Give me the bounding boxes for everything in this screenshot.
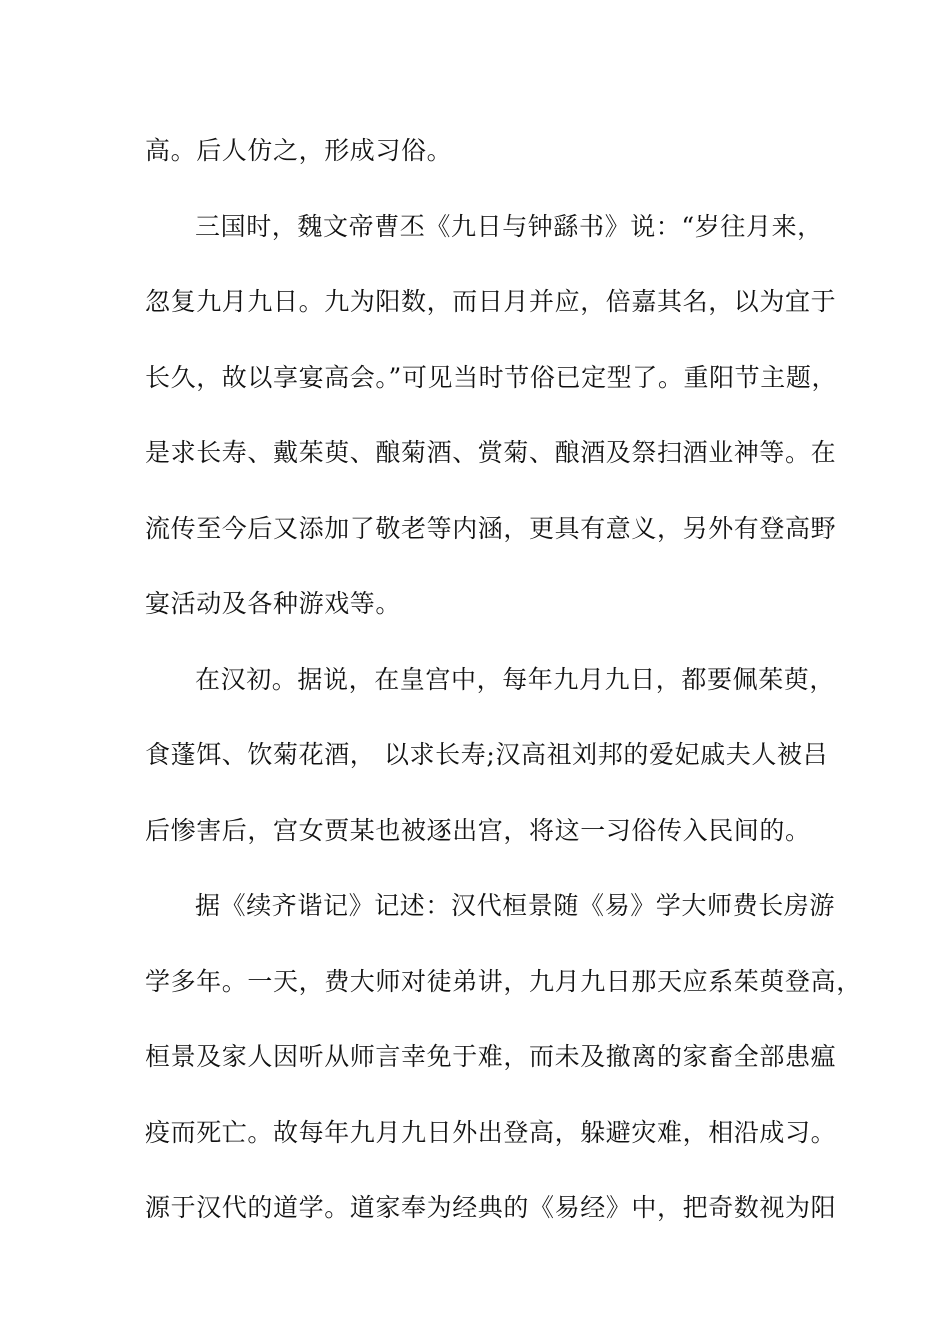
text-line: 宴活动及各种游戏等。 — [145, 589, 402, 618]
text-line: 长久，故以享宴高会。”可见当时节俗已定型了。重阳节主题， — [145, 362, 838, 392]
text-line: 疫而死亡。故每年九月九日外出登高，躲避灾难，相沿成习。 — [145, 1117, 837, 1147]
paragraph-start-line: 三国时，魏文帝曹丕《九日与钟繇书》说：“岁往月来， — [195, 211, 823, 241]
text-line: 忽复九月九日。九为阳数，而日月并应，倍嘉其名，以为宜于 — [145, 287, 837, 316]
text-line: 是求长寿、戴茱萸、酿菊酒、赏菊、酿酒及祭扫酒业神等。在 — [145, 438, 837, 467]
text-line: 后惨害后，宫女贾某也被逐出宫，将这一习俗传入民间的。 — [145, 815, 811, 845]
text-line: 桓景及家人因听从师言幸免于难，而未及撤离的家畜全部患瘟 — [145, 1042, 837, 1071]
text-line: 学多年。一天，费大师对徒弟讲，九月九日那天应系茱萸登高， — [145, 966, 862, 996]
text-line: 高。后人仿之，形成习俗。 — [145, 136, 453, 165]
document-body — [145, 131, 862, 1264]
text-line: 源于汉代的道学。道家奉为经典的《易经》中，把奇数视为阳 — [145, 1193, 837, 1222]
paragraph-start-line: 据《续齐谐记》记述：汉代桓景随《易》学大师费长房游 — [195, 891, 836, 920]
text-line: 食蓬饵、饮菊花酒， 以求长寿;汉高祖刘邦的爱妃戚夫人被吕 — [145, 740, 829, 769]
text-line: 流传至今后又添加了敬老等内涵，更具有意义，另外有登高野 — [145, 513, 837, 543]
paragraph-start-line: 在汉初。据说，在皇宫中，每年九月九日，都要佩茱萸， — [195, 664, 836, 694]
